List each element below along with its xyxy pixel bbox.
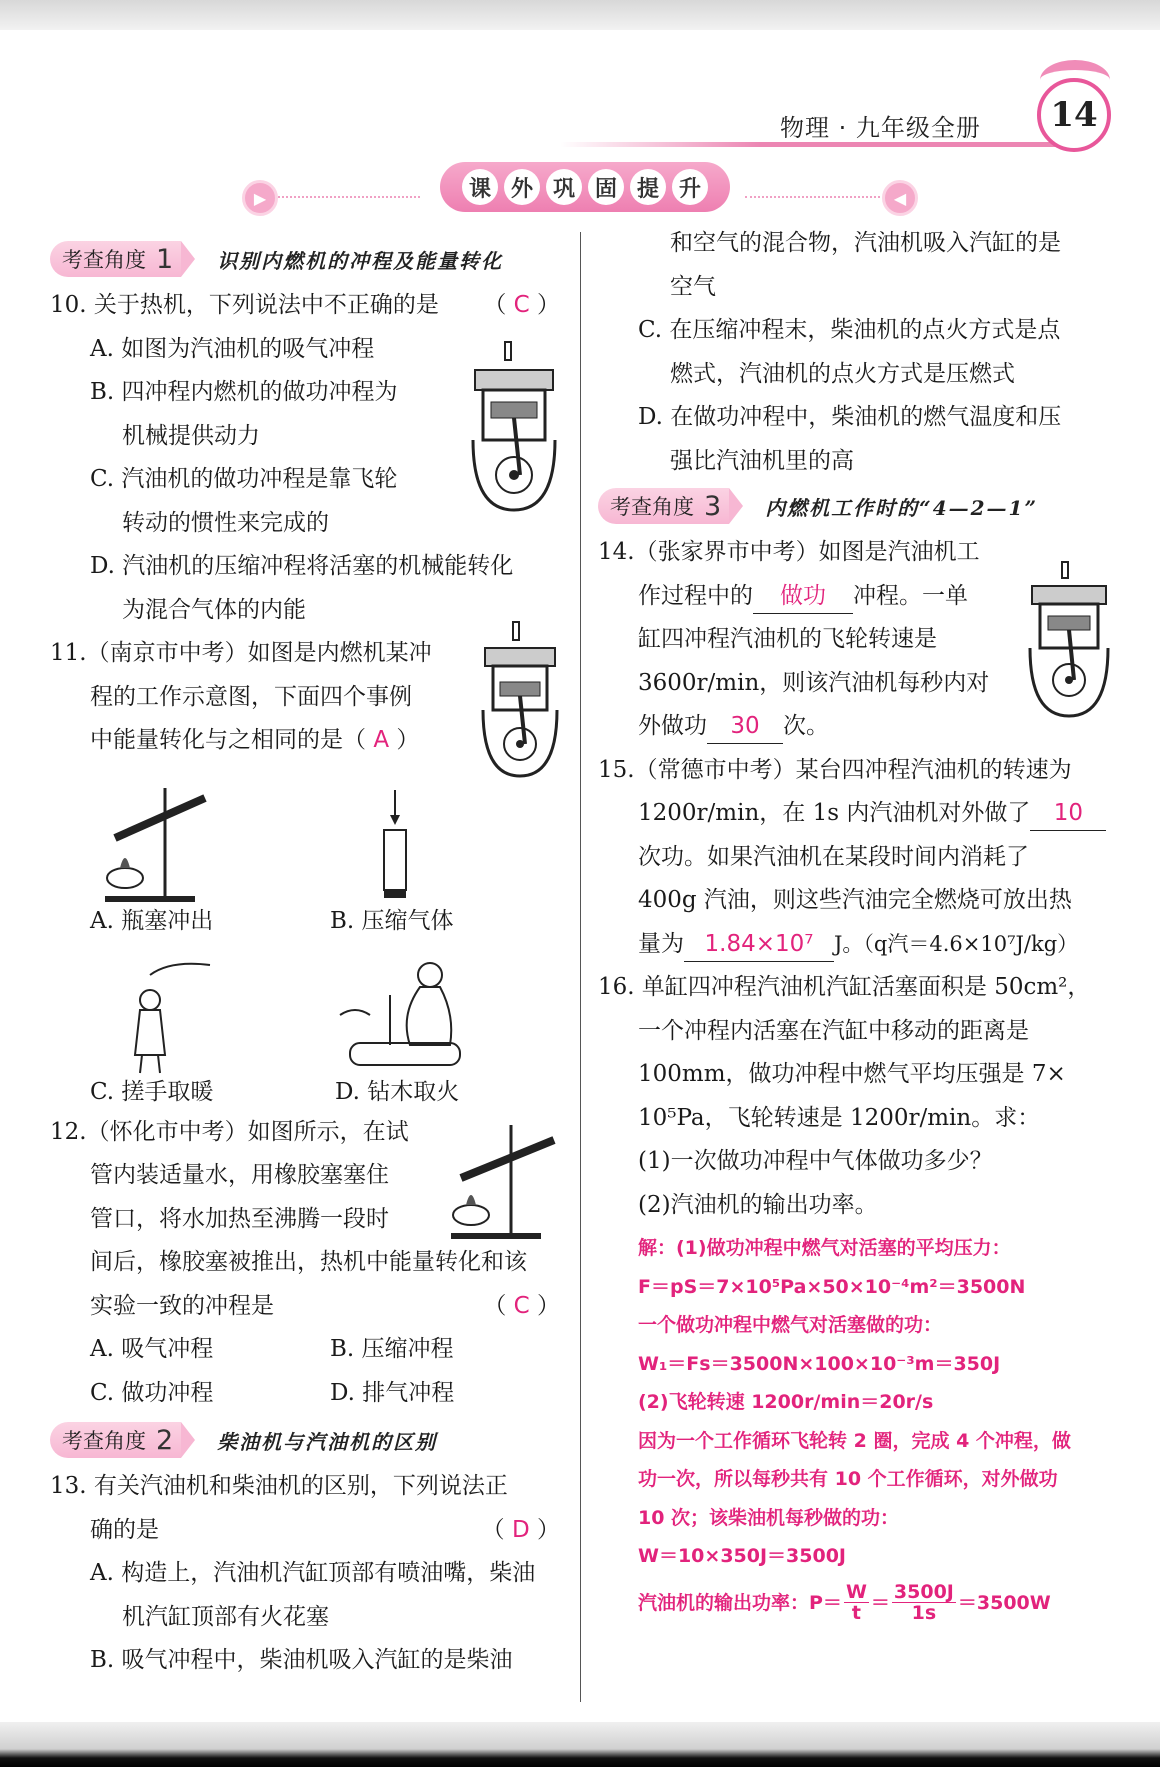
solution-line: W＝10×350J＝3500J — [638, 1545, 846, 1567]
banner-dots-right — [745, 196, 880, 198]
option-cont: 强比汽油机里的高 — [670, 447, 854, 474]
answer-paren: （ C ） — [483, 1292, 560, 1319]
option: C. 做功冲程 — [90, 1379, 214, 1406]
option: A. 构造上，汽油机汽缸顶部有喷油嘴，柴油 — [90, 1560, 536, 1586]
question-13-cont — [598, 222, 1112, 483]
option: D. 在做功冲程中，柴油机的燃气温度和压 — [638, 404, 1062, 430]
q12-line: 管口，将水加热至沸腾一段时 — [90, 1205, 389, 1232]
q10-stem: 10. 关于热机，下列说法中不正确的是 — [50, 292, 439, 318]
section-label: 考查角度 — [62, 1429, 146, 1453]
page-number-badge: 14 — [1037, 78, 1111, 152]
section-header-3 — [598, 487, 1112, 525]
option-cont: 空气 — [670, 273, 716, 300]
solution-text: 汽油机的输出功率：P＝ — [638, 1591, 842, 1614]
banner-char: 提 — [630, 169, 666, 205]
q15-blank-2: 1.84×10⁷ — [684, 927, 834, 962]
q12-line: 实验一致的冲程是 — [90, 1292, 274, 1319]
q14-blank-1: 做功 — [753, 579, 853, 614]
section-number: 2 — [156, 1424, 174, 1456]
solution-line: 解：(1)做功冲程中燃气对活塞的平均压力： — [638, 1237, 1011, 1259]
question-15 — [598, 749, 1112, 967]
q13-line: 13. 有关汽油机和柴油机的区别，下列说法正 — [50, 1473, 508, 1499]
option-cont: 机汽缸顶部有火花塞 — [122, 1603, 329, 1630]
q11-line: 11.（南京市中考）如图是内燃机某冲 — [50, 640, 432, 666]
fraction-numerator: W — [845, 1581, 867, 1603]
solution-line: W₁＝Fs＝3500N×100×10⁻³m＝350J — [638, 1352, 1001, 1375]
answer-paren: （ C ） — [483, 292, 560, 318]
q15-text: 量为 — [638, 930, 684, 957]
option: B. 四冲程内燃机的做功冲程为 — [90, 379, 398, 405]
q12-line: 间后，橡胶塞被推出，热机中能量转化和该 — [90, 1249, 527, 1275]
q12-line: 12.（怀化市中考）如图所示，在试 — [50, 1118, 409, 1145]
solution-line: 功一次，所以每秒共有 10 个工作循环，对外做功 — [638, 1468, 1058, 1490]
option: B. 吸气冲程中，柴油机吸入汽缸的是柴油 — [90, 1647, 513, 1673]
q14-line: 缸四冲程汽油机的飞轮转速是 — [638, 626, 937, 652]
engine-diagram-q10 — [465, 340, 563, 515]
q14-line: 3600r/min，则该汽油机每秒内对 — [638, 669, 990, 696]
test-tube-diagram-a — [95, 778, 220, 903]
section-label: 考查角度 — [62, 248, 146, 272]
figure-caption: A. 瓶塞冲出 — [90, 908, 214, 934]
q14-line: 14.（张家界市中考）如图是汽油机工 — [598, 539, 980, 565]
solution-line: (2)飞轮转速 1200r/min＝20r/s — [638, 1391, 934, 1413]
q16-line: 一个冲程内活塞在汽缸中移动的距离是 — [638, 1017, 1029, 1044]
question-13 — [50, 1465, 564, 1683]
paren-close: ） — [396, 727, 420, 753]
banner-char: 固 — [588, 169, 624, 205]
section-banner — [440, 162, 730, 212]
q14-text: 冲程。一单 — [853, 582, 968, 609]
solution-line: 一个做功冲程中燃气对活塞做的功： — [638, 1314, 943, 1336]
option-cont: 机械提供动力 — [122, 422, 260, 449]
section-title: 内燃机工作时的“4—2—1” — [765, 495, 1038, 520]
section-tag — [598, 488, 729, 524]
q16-line: 10⁵Pa，飞轮转速是 1200r/min。求： — [638, 1104, 1041, 1131]
solution-text: ＝ — [870, 1591, 890, 1614]
option: C. 汽油机的做功冲程是靠飞轮 — [90, 466, 398, 492]
fraction-denominator: t — [851, 1602, 861, 1624]
q16-line: (2)汽油机的输出功率。 — [638, 1191, 878, 1218]
solution-power-line — [638, 1576, 1112, 1630]
q12-answer: C — [513, 1292, 530, 1319]
play-right-icon: ▶ — [242, 180, 278, 216]
scan-bottom-edge — [0, 1722, 1160, 1767]
engine-diagram-q11 — [477, 620, 563, 780]
section-header-1 — [50, 240, 564, 278]
q11-answer: A — [373, 727, 390, 753]
solution-block — [598, 1229, 1112, 1630]
option-cont: 燃式，汽油机的点火方式是压燃式 — [670, 360, 1015, 387]
option: D. 汽油机的压缩冲程将活塞的机械能转化 — [90, 553, 514, 579]
q14-text: 次。 — [783, 713, 829, 739]
section-arrow — [181, 241, 195, 277]
section-arrow — [181, 1422, 195, 1458]
section-number: 1 — [156, 243, 174, 275]
figure-caption: D. 钻木取火 — [335, 1079, 460, 1105]
solution-text: ＝3500W — [957, 1591, 1051, 1614]
section-number: 3 — [704, 490, 722, 522]
q14-blank-2: 30 — [707, 709, 783, 744]
q14-text: 作过程中的 — [638, 582, 753, 609]
q11-line: 中能量转化与之相同的是（ — [90, 727, 366, 753]
question-16 — [598, 966, 1112, 1227]
option: A. 吸气冲程 — [90, 1336, 214, 1362]
section-tag — [50, 1422, 181, 1458]
option-cont: 为混合气体的内能 — [122, 596, 306, 623]
q15-blank-1: 10 — [1030, 796, 1106, 831]
play-left-icon: ◀ — [882, 180, 918, 216]
q11-line: 程的工作示意图，下面四个事例 — [90, 683, 412, 710]
q15-line: 15.（常德市中考）某台四冲程汽油机的转速为 — [598, 756, 1072, 783]
q16-line: 100mm，做功冲程中燃气平均压强是 7× — [638, 1061, 1066, 1087]
engine-diagram-q14 — [1024, 560, 1114, 720]
figure-caption: B. 压缩气体 — [330, 908, 454, 934]
section-tag — [50, 241, 181, 277]
option: B. 压缩冲程 — [330, 1336, 454, 1362]
option: D. 排气冲程 — [330, 1379, 455, 1406]
section-header-2 — [50, 1421, 564, 1459]
option: C. 在压缩冲程末，柴油机的点火方式是点 — [638, 317, 1061, 343]
q16-line: 16. 单缸四冲程汽油机汽缸活塞面积是 50cm²， — [598, 974, 1091, 1000]
syringe-diagram-b — [378, 790, 412, 900]
section-title: 识别内燃机的冲程及能量转化 — [217, 248, 504, 273]
fraction — [844, 1582, 869, 1623]
q15-line: 400g 汽油，则这些汽油完全燃烧可放出热 — [638, 887, 1072, 913]
q12-line: 管内装适量水，用橡胶塞塞住 — [90, 1162, 389, 1188]
solution-line: 因为一个工作循环飞轮转 2 圈，完成 4 个冲程，做 — [638, 1429, 1071, 1452]
drilling-wood-diagram-d — [330, 955, 475, 1075]
banner-char: 外 — [504, 169, 540, 205]
fraction-numerator: 3500J — [893, 1581, 954, 1603]
banner-char: 巩 — [546, 169, 582, 205]
column-divider — [580, 232, 581, 1702]
figure-caption: C. 搓手取暖 — [90, 1079, 214, 1105]
solution-line: F＝pS＝7×10⁵Pa×50×10⁻⁴m²＝3500N — [638, 1275, 1026, 1298]
q16-line: (1)一次做功冲程中气体做功多少？ — [638, 1148, 993, 1174]
scan-top-edge — [0, 0, 1160, 30]
option: A. 如图为汽油机的吸气冲程 — [90, 335, 375, 362]
q13-line: 确的是 — [90, 1516, 159, 1543]
solution-line: 10 次；该柴油机每秒做的功： — [638, 1506, 900, 1529]
q14-text: 外做功 — [638, 713, 707, 739]
section-title: 柴油机与汽油机的区别 — [217, 1429, 438, 1454]
q10-answer: C — [513, 292, 530, 318]
section-label: 考查角度 — [610, 495, 694, 519]
q15-line: 次功。如果汽油机在某段时间内消耗了 — [638, 843, 1029, 870]
q15-text: 1200r/min，在 1s 内汽油机对外做了 — [638, 800, 1031, 826]
section-arrow — [729, 488, 743, 524]
option-cont: 和空气的混合物，汽油机吸入汽缸的是 — [670, 230, 1061, 256]
banner-char: 升 — [672, 169, 708, 205]
rubbing-hands-diagram-c — [90, 955, 225, 1075]
banner-dots-left — [270, 196, 420, 198]
fraction — [892, 1582, 956, 1623]
test-tube-diagram-q12 — [446, 1120, 564, 1240]
q15-text: J。（q汽＝4.6×10⁷J/kg） — [834, 931, 1079, 956]
option-cont: 转动的惯性来完成的 — [122, 509, 329, 536]
banner-char: 课 — [462, 169, 498, 205]
fraction-denominator: 1s — [911, 1602, 937, 1624]
header-subject: 物理 · 九年级全册 — [780, 114, 981, 142]
right-column — [598, 222, 1112, 1630]
q13-answer: D — [511, 1516, 530, 1543]
answer-paren: （ D ） — [481, 1516, 560, 1543]
